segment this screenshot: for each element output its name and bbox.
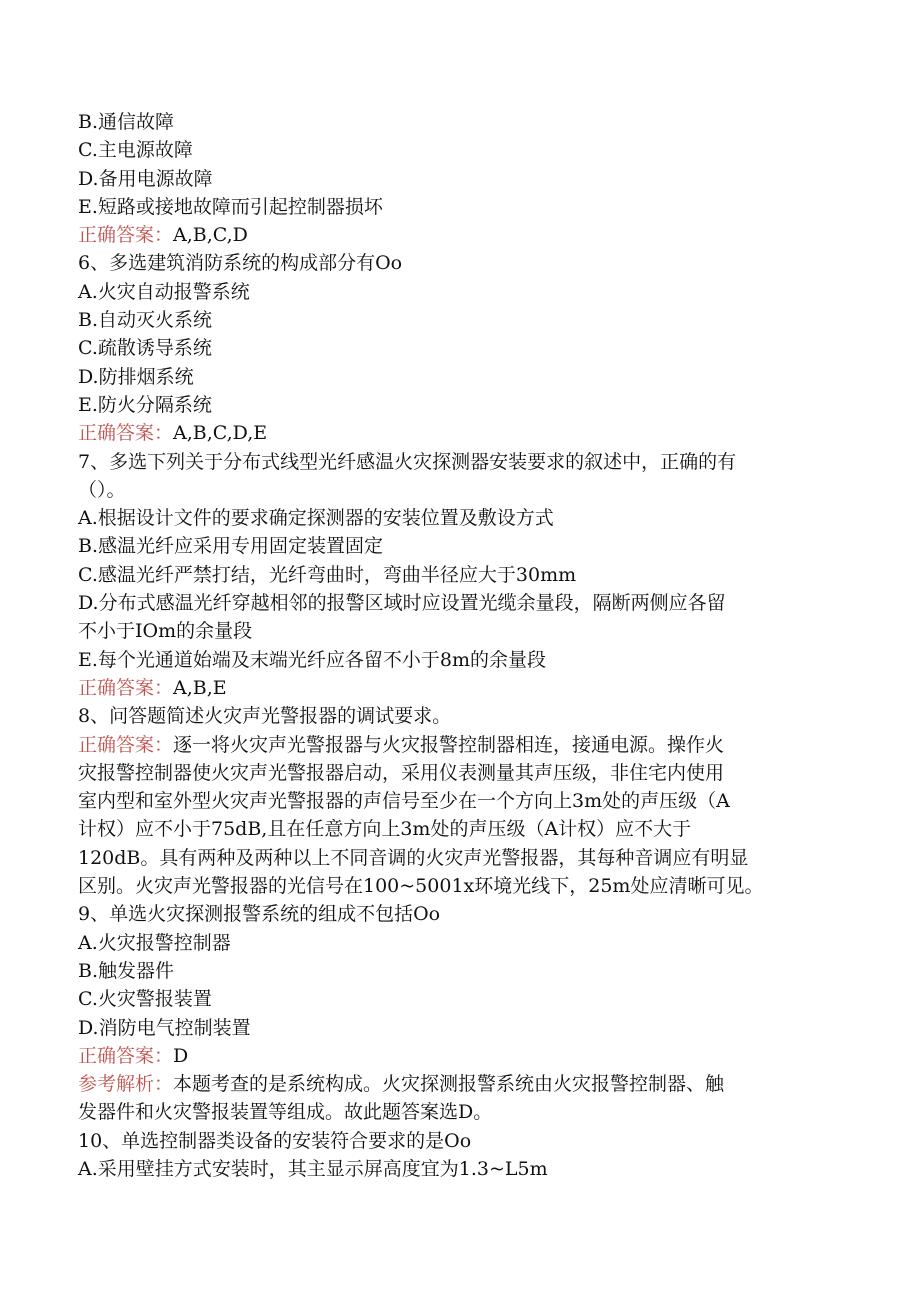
q7-option-a: A.根据设计文件的要求确定探测器的安装位置及敷设方式 (78, 507, 554, 530)
q5-answer (78, 221, 838, 249)
q9-answer (78, 1042, 838, 1070)
q6-stem: 6、多选建筑消防系统的构成部分有Oo (78, 252, 403, 275)
q10-stem: 10、单选控制器类设备的安装符合要求的是Oo (78, 1129, 472, 1152)
q7-stem-line1: 7、多选下列关于分布式线型光纤感温火灾探测器安装要求的叙述中，正确的有 (78, 450, 737, 473)
q8-answer-line6: 区别。火灾声光警报器的光信号在100~5001x环境光线下，25m处应清晰可见。 (78, 875, 764, 898)
document-page (78, 108, 838, 1183)
q10-option-a: A.采用壁挂方式安装时，其主显示屏高度宜为1.3~L5m (78, 1157, 548, 1180)
q9-analysis-text-1: 本题考查的是系统构成。火灾探测报警系统由火灾报警控制器、触 (173, 1073, 725, 1096)
q9-option-a: A.火灾报警控制器 (78, 931, 231, 954)
q7-stem-line2: （）。 (78, 478, 126, 501)
q7-option-d: D.分布式感温光纤穿越相邻的报警区域时应设置光缆余量段，隔断两侧应各留 (78, 592, 726, 615)
q5-answer-label: 正确答案： (78, 224, 174, 247)
q6-option-e: E.防火分隔系统 (78, 393, 212, 416)
q7-option-b: B.感温光纤应采用专用固定装置固定 (78, 535, 384, 558)
q8-answer-text-1: 逐一将火灾声光警报器与火灾报警控制器相连，接通电源。操作火 (173, 733, 725, 756)
q8-answer-line1 (78, 731, 838, 759)
q8-stem: 8、问答题简述火灾声光警报器的调试要求。 (78, 705, 452, 728)
q5-answer-value: A,B,C,D (173, 224, 248, 247)
q5-option-c: C.主电源故障 (78, 139, 193, 162)
q9-option-b: B.触发器件 (78, 959, 175, 982)
q9-option-c: C.火灾警报装置 (78, 988, 212, 1011)
q7-answer-value: A,B,E (173, 676, 227, 699)
q8-answer-line3: 室内型和室外型火灾声光警报器的声信号至少在一个方向上3m处的声压级（A (78, 790, 730, 813)
q7-option-e: E.每个光通道始端及末端光纤应各留不小于8m的余量段 (78, 648, 547, 671)
q8-answer-line4: 计权）应不小于75dB,且在任意方向上3m处的声压级（A计权）应不大于 (78, 818, 692, 841)
q7-option-c: C.感温光纤严禁打结，光纤弯曲时，弯曲半径应大于30mm (78, 563, 577, 586)
q8-answer-line2: 灾报警控制器使火灾声光警报器启动，采用仪表测量其声压级，非住宅内使用 (78, 761, 725, 784)
q6-option-a: A.火灾自动报警系统 (78, 280, 250, 303)
q7-answer (78, 674, 838, 702)
q9-option-d: D.消防电气控制装置 (78, 1016, 251, 1039)
q5-option-e: E.短路或接地故障而引起控制器损坏 (78, 195, 383, 218)
q6-answer-label: 正确答案： (78, 422, 174, 445)
q8-answer-line5: 120dB。具有两种及两种以上不同音调的火灾声光警报器，其每种音调应有明显 (78, 846, 749, 869)
q9-analysis-line2: 发器件和火灾警报装置等组成。故此题答案选D。 (78, 1101, 493, 1124)
q7-option-d-cont: 不小于IOm的余量段 (78, 620, 253, 643)
q6-answer-value: A,B,C,D,E (173, 422, 268, 445)
q9-answer-label: 正确答案： (78, 1044, 174, 1067)
q6-option-d: D.防排烟系统 (78, 365, 194, 388)
q9-stem: 9、单选火灾探测报警系统的组成不包括Oo (78, 903, 441, 926)
q9-answer-value: D (173, 1044, 189, 1067)
q7-answer-label: 正确答案： (78, 676, 174, 699)
q9-analysis-label: 参考解析： (78, 1073, 174, 1096)
q6-option-b: B.自动灭火系统 (78, 309, 213, 332)
q5-option-b: B.通信故障 (78, 111, 175, 133)
q5-option-d: D.备用电源故障 (78, 167, 213, 190)
q6-option-c: C.疏散诱导系统 (78, 337, 212, 360)
q9-analysis-line1 (78, 1070, 838, 1098)
q6-answer (78, 419, 838, 447)
q8-answer-label: 正确答案： (78, 733, 174, 756)
